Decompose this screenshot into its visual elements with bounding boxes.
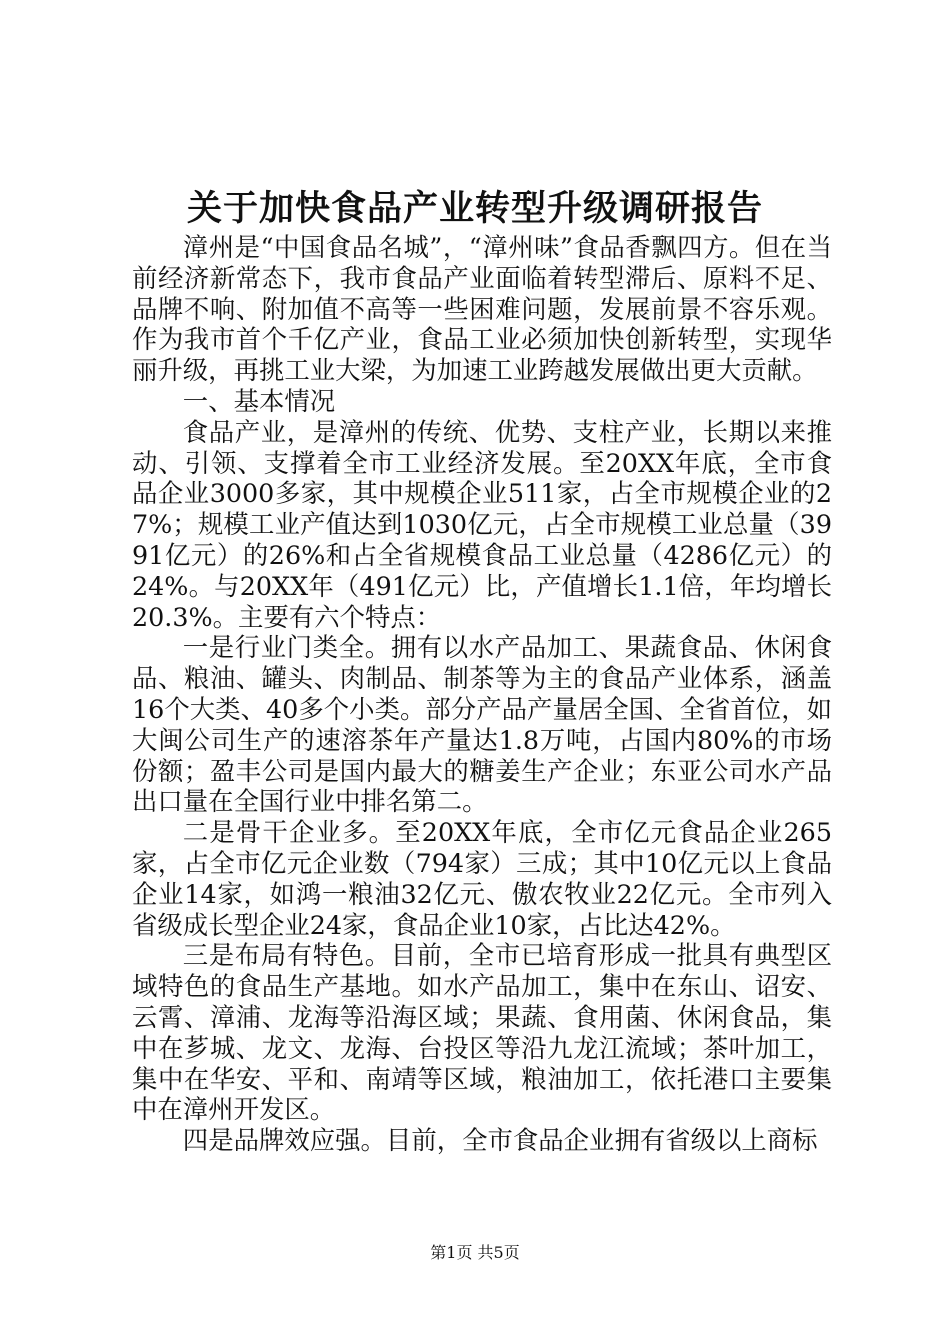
body-paragraph: 食品产业，是漳州的传统、优势、支柱产业，长期以来推动、引领、支撑着全市工业经济发展。至20XX年底，全市食品企业3000多家，其中规模企业511家，占全市规模企业的27%；规模工业产值达到1030亿元，占全市规模工业总量（3991亿元）的26%和占全省规模食品工业总量（4286亿元）的24%。与20XX年（491亿元）比，产值增长1.1倍，年均增长20.3%。主要有六个特点： (132, 416, 832, 632)
body-paragraph: 三是布局有特色。目前，全市已培育形成一批具有典型区域特色的食品生产基地。如水产品加工，集中在东山、诏安、云霄、漳浦、龙海等沿海区域；果蔬、食用菌、休闲食品，集中在芗城、龙文、龙海、台投区等沿九龙江流域；茶叶加工，集中在华安、平和、南靖等区域，粮油加工，依托港口主要集中在漳州开发区。 (132, 940, 832, 1125)
document-body (132, 232, 832, 1156)
body-paragraph: 四是品牌效应强。目前，全市食品企业拥有省级以上商标 (182, 1125, 818, 1156)
body-paragraph: 二是骨干企业多。至20XX年底，全市亿元食品企业265家，占全市亿元企业数（794家）三成；其中10亿元以上食品企业14家，如鸿一粮油32亿元、傲农牧业22亿元。全市列入省级成长型企业24家，食品企业10家，占比达42%。 (132, 817, 832, 940)
section-heading: 一、基本情况 (182, 385, 336, 416)
body-paragraph: 一是行业门类全。拥有以水产品加工、果蔬食品、休闲食品、粮油、罐头、肉制品、制茶等为主的食品产业体系，涵盖16个大类、40多个小类。部分产品产量居全国、全省首位，如大闽公司生产的速溶茶年产量达1.8万吨，占国内80%的市场份额；盈丰公司是国内最大的糖姜生产企业；东亚公司水产品出口量在全国行业中排名第二。 (132, 632, 832, 817)
document-title: 关于加快食品产业转型升级调研报告 (186, 188, 763, 229)
page-indicator: 第1页 共5页 (430, 1243, 520, 1262)
intro-paragraph: 漳州是“中国食品名城”，“漳州味”食品香飘四方。但在当前经济新常态下，我市食品产业面临着转型滞后、原料不足、品牌不响、附加值不高等一些困难问题，发展前景不容乐观。作为我市首个千亿产业，食品工业必须加快创新转型，实现华丽升级，再挑工业大梁，为加速工业跨越发展做出更大贡献。 (132, 232, 832, 386)
